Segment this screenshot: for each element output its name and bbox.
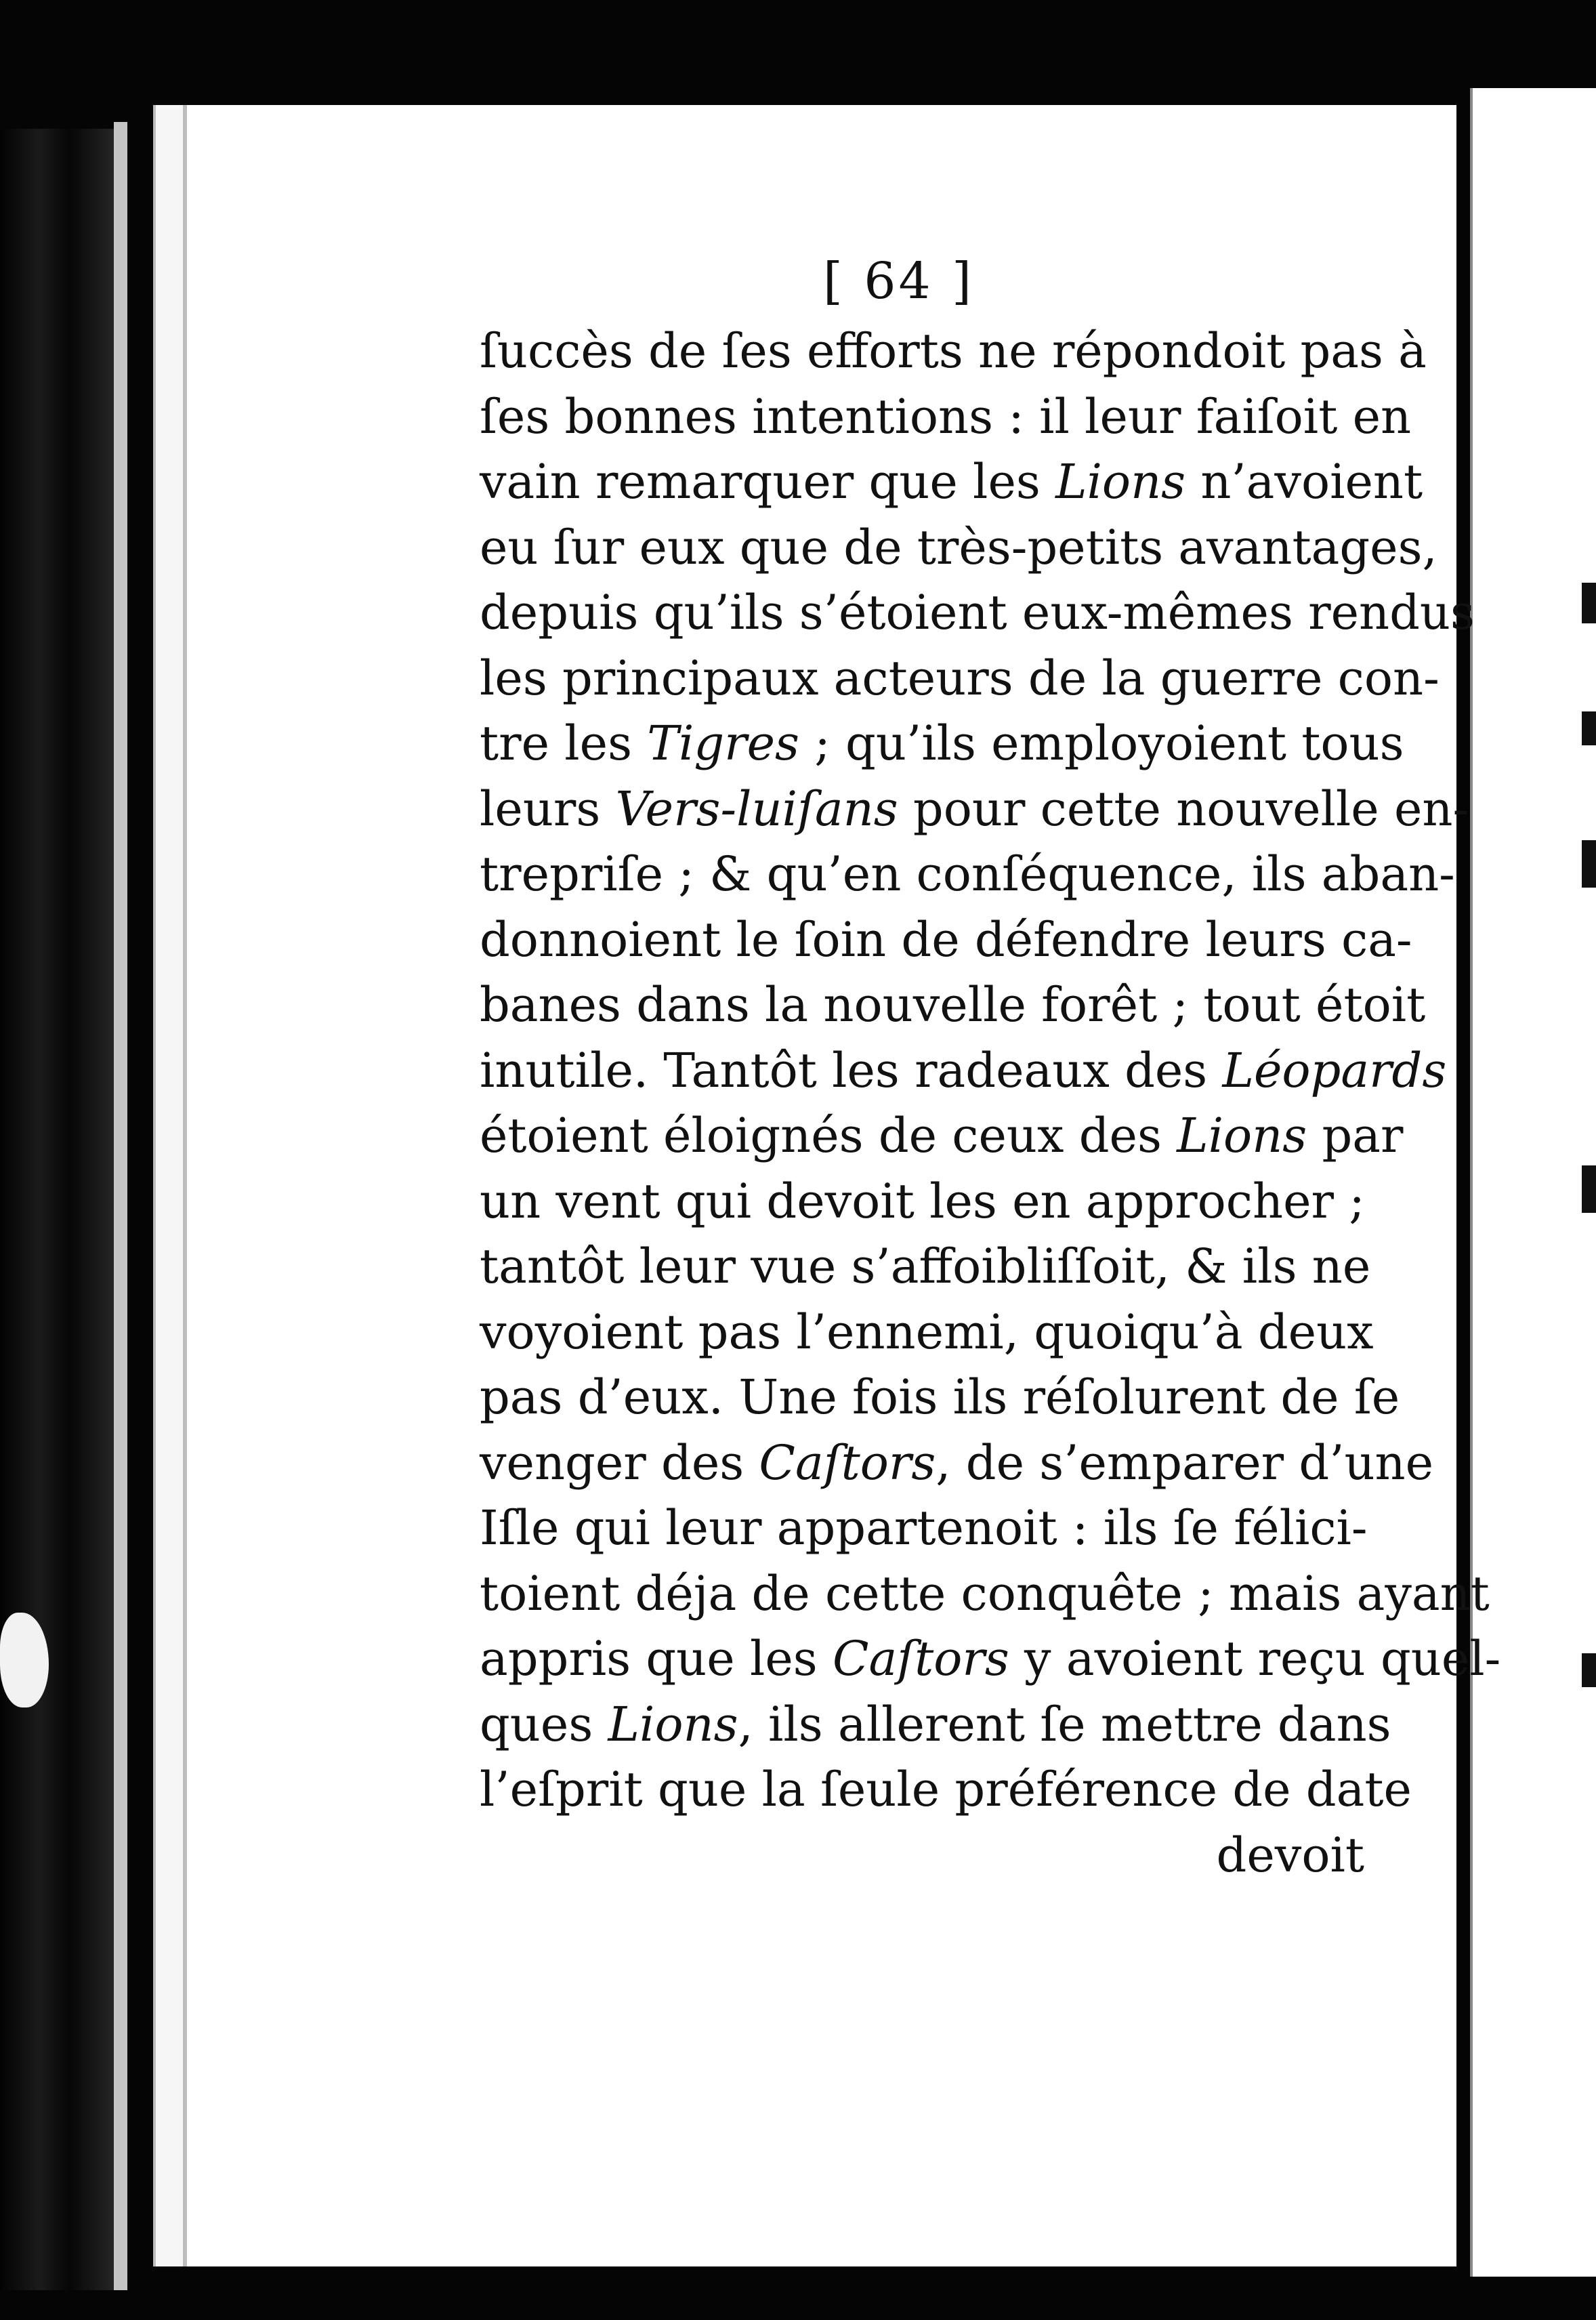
text-line: [480, 711, 1404, 776]
text-segment: donnoient le ſoin de défendre leurs ca-: [480, 911, 1412, 968]
text-segment: étoient éloignés de ceux des: [480, 1108, 1177, 1163]
text-segment: trepriſe ; & qu’en conſéquence, ils aban-: [480, 846, 1455, 902]
italic-term: Vers-luiſans: [615, 781, 898, 837]
text-segment: depuis qu’ils s’étoient eux-mêmes rendus: [480, 585, 1475, 640]
page-stack-edge: [114, 122, 127, 2290]
text-segment: y avoient reçu quel-: [1009, 1631, 1501, 1686]
text-line: [480, 1823, 1364, 1888]
text-segment: appris que les: [480, 1631, 833, 1686]
text-line: [480, 1692, 1391, 1758]
text-segment: tre les: [480, 716, 648, 771]
text-line: [480, 907, 1412, 973]
text-segment: tantôt leur vue s’affoibliſſoit, & ils ne: [480, 1239, 1371, 1294]
book-gutter: [1456, 81, 1470, 2283]
text-segment: vain remarquer que les: [480, 454, 1056, 510]
facing-page-glyph-fragment: [1582, 840, 1596, 888]
text-line: [480, 972, 1426, 1038]
text-line: [480, 449, 1423, 515]
text-segment: toient déja de cette conquête ; mais ayant: [480, 1565, 1490, 1621]
text-segment: ſes bonnes intentions : il leur faiſoit en: [480, 388, 1412, 444]
text-segment: l’eſprit que la ſeule préférence de date: [480, 1762, 1412, 1817]
text-segment: inutile. Tantôt les radeaux des: [480, 1042, 1223, 1098]
page-text: [480, 318, 1501, 1888]
text-segment: banes dans la nouvelle forêt ; tout étoit: [480, 977, 1426, 1033]
facing-page-glyph-fragment: [1582, 1165, 1596, 1213]
italic-term: Léopards: [1222, 1042, 1447, 1098]
italic-term: Lions: [1177, 1108, 1307, 1163]
text-line: [480, 580, 1475, 646]
text-line: [480, 1430, 1434, 1496]
facing-page-edge: [1470, 88, 1596, 2277]
text-segment: , ils allerent ſe mettre dans: [738, 1696, 1391, 1752]
text-segment: n’avoient: [1185, 454, 1423, 510]
text-line: [480, 1626, 1501, 1692]
text-segment: leurs: [480, 781, 616, 837]
page-number: [ 64 ]: [823, 252, 974, 310]
text-line: [480, 776, 1469, 842]
text-line: [480, 1495, 1368, 1561]
text-segment: venger des: [480, 1434, 759, 1491]
text-segment: , de s’emparer d’une: [936, 1434, 1434, 1491]
text-line: [480, 1561, 1490, 1627]
facing-page-glyph-fragment: [1582, 711, 1596, 745]
italic-term: Caſtors: [832, 1631, 1009, 1686]
text-line: [480, 318, 1427, 384]
text-segment: ques: [480, 1696, 608, 1752]
text-line: [480, 1300, 1374, 1365]
text-line: [480, 842, 1455, 907]
text-line: [480, 384, 1412, 450]
text-segment: ſuccès de ſes efforts ne répondoit pas à: [480, 323, 1427, 379]
text-segment: devoit: [1216, 1827, 1364, 1883]
text-segment: un vent qui devoit les en approcher ;: [480, 1173, 1365, 1229]
text-segment: voyoient pas l’ennemi, quoiqu’à deux: [480, 1304, 1374, 1360]
facing-page-glyph-fragment: [1582, 1653, 1596, 1687]
text-line: [480, 1038, 1447, 1104]
text-line: [480, 1103, 1404, 1169]
text-segment: pour cette nouvelle en-: [898, 781, 1469, 837]
text-segment: ; qu’ils employoient tous: [799, 716, 1404, 771]
text-line: [480, 515, 1437, 581]
italic-term: Caſtors: [759, 1434, 936, 1491]
text-segment: pas d’eux. Une fois ils réſolurent de ſe: [480, 1369, 1400, 1425]
italic-term: Lions: [608, 1696, 738, 1752]
text-line: [480, 1169, 1364, 1235]
text-segment: par: [1307, 1108, 1404, 1163]
text-line: [480, 1365, 1400, 1430]
text-segment: eu ſur eux que de très-petits avantages,: [480, 519, 1437, 575]
facing-page-glyph-fragment: [1582, 583, 1596, 623]
italic-term: Lions: [1055, 454, 1186, 510]
text-line: [480, 646, 1440, 711]
italic-term: Tigres: [647, 716, 799, 771]
text-line: [480, 1234, 1371, 1300]
text-segment: Iſle qui leur appartenoit : ils ſe félici-: [480, 1500, 1368, 1556]
text-segment: les principaux acteurs de la guerre con-: [480, 650, 1440, 706]
text-line: [480, 1757, 1412, 1823]
book-spine-shadow: [0, 129, 115, 2290]
